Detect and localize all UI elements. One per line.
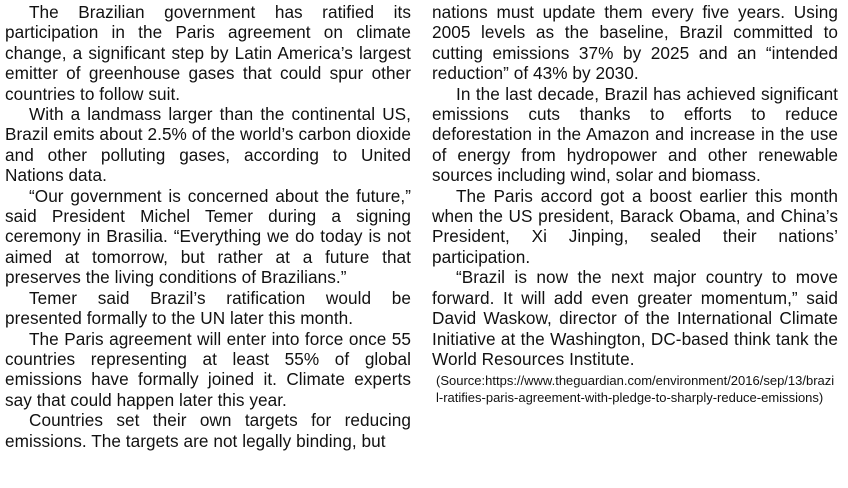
paragraph-paris-accord-boost: The Paris accord got a boost earlier this month when the US president, Barack Obama, and China’s President, Xi Jinping, sealed their nations’ participation. xyxy=(432,185,838,267)
paragraph-entry-into-force: The Paris agreement will enter into force once 55 countries representing at least 55% of global emissions have formally joined it. Climate experts say that could happen later this year. xyxy=(5,328,411,410)
source-citation: (Source:https://www.theguardian.com/environment/2016/sep/13/brazil-ratifies-paris-agreement-with-pledge-to-sharply-reduce-emissions) xyxy=(436,373,835,406)
paragraph-waskow-quote: “Brazil is now the next major country to move forward. It will add even greater momentum,” said David Waskow, director of the International Climate Initiative at the Washington, DC-based think tank the World Resources Institute. xyxy=(432,267,838,369)
paragraph-landmass: With a landmass larger than the continental US, Brazil emits about 2.5% of the world’s carbon dioxide and other polluting gases, according to United Nations data. xyxy=(5,104,411,186)
paragraph-targets: Countries set their own targets for reducing emissions. The targets are not legally binding, but xyxy=(5,410,411,451)
paragraph-ratification: The Brazilian government has ratified its participation in the Paris agreement on climate change, a significant step by Latin America’s largest emitter of greenhouse gases that could spur other countries to follow suit. xyxy=(5,2,411,104)
paragraph-un-presentation: Temer said Brazil’s ratification would be presented formally to the UN later this month. xyxy=(5,287,411,329)
right-column xyxy=(432,0,838,488)
left-column xyxy=(5,0,411,488)
paragraph-temer-quote: “Our government is concerned about the future,” said President Michel Temer during a signing ceremony in Brasilia. “Everything we do today is not aimed at tomorrow, but rather at a future that preserves the living conditions of Brazilians.” xyxy=(5,185,411,288)
paragraph-targets-continued: nations must update them every five years. Using 2005 levels as the baseline, Brazil committed to cutting emissions 37% by 2025 and an “intended reduction” of 43% by 2030. xyxy=(432,2,838,84)
paragraph-emissions-cuts: In the last decade, Brazil has achieved significant emissions cuts thanks to efforts to reduce deforestation in the Amazon and increase in the use of energy from hydropower and other renewable sources including wind, solar and biomass. xyxy=(432,83,838,186)
